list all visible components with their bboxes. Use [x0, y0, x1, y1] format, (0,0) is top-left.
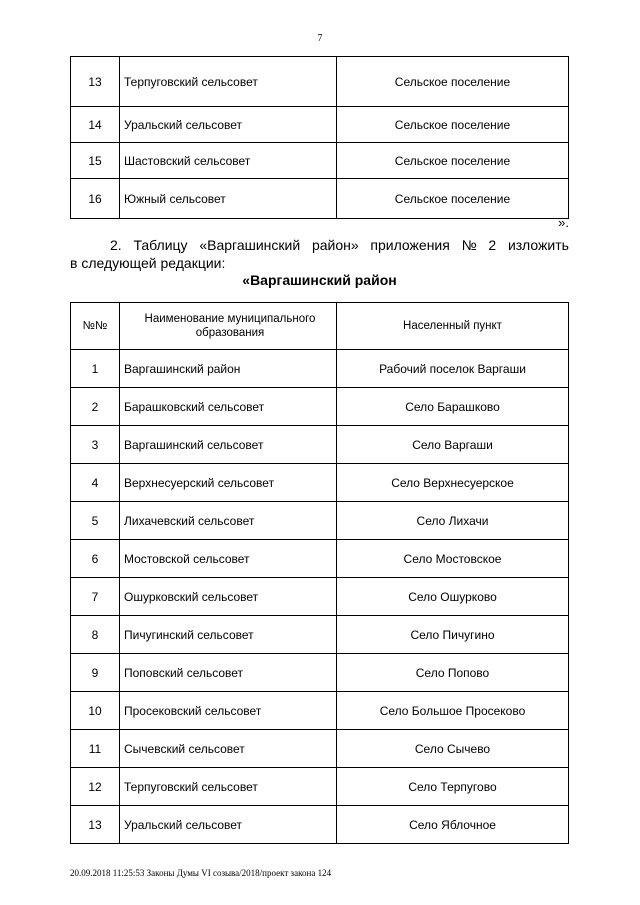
settlement-name: Село Пичугино: [337, 616, 569, 654]
table-row: [71, 388, 569, 426]
row-number: 13: [71, 806, 120, 844]
municipality-name: Мостовской сельсовет: [120, 540, 337, 578]
amendment-paragraph: [70, 236, 569, 272]
settlement-name: Село Мостовское: [337, 540, 569, 578]
row-number: 2: [71, 388, 120, 426]
paragraph-word: изложить: [507, 237, 569, 253]
municipality-name: Варгашинский район: [120, 350, 337, 388]
table-row: [71, 654, 569, 692]
municipality-name: Лихачевский сельсовет: [120, 502, 337, 540]
paragraph-word: Таблицу: [133, 237, 188, 253]
settlement-name: Село Верхнесуерское: [337, 464, 569, 502]
table-row: [71, 143, 569, 179]
settlement-name: Село Сычево: [337, 730, 569, 768]
municipality-name: Варгашинский сельсовет: [120, 426, 337, 464]
settlement-type: Сельское поселение: [337, 107, 569, 143]
row-number: 7: [71, 578, 120, 616]
settlement-type: Сельское поселение: [337, 179, 569, 219]
paragraph-word: 2: [488, 237, 497, 253]
table-row: [71, 179, 569, 219]
row-number: 9: [71, 654, 120, 692]
municipality-name: Уральский сельсовет: [120, 107, 337, 143]
settlement-type: Сельское поселение: [337, 143, 569, 179]
paragraph-line-2: в следующей редакции:: [70, 255, 226, 271]
municipality-name: Просековский сельсовет: [120, 692, 337, 730]
settlement-name: Село Лихачи: [337, 502, 569, 540]
municipality-name: Барашковский сельсовет: [120, 388, 337, 426]
paragraph-word: 2.: [110, 237, 122, 253]
municipality-name: Терпуговский сельсовет: [120, 768, 337, 806]
table-row: [71, 730, 569, 768]
row-number: 16: [71, 179, 120, 219]
settlement-name: Село Попово: [337, 654, 569, 692]
settlement-name: Село Барашково: [337, 388, 569, 426]
settlement-name: Село Варгаши: [337, 426, 569, 464]
municipality-name: Уральский сельсовет: [120, 806, 337, 844]
header-row: [71, 303, 569, 350]
row-number: 10: [71, 692, 120, 730]
table-row: [71, 57, 569, 107]
header-settlement: Населенный пункт: [337, 303, 569, 350]
row-number: 1: [71, 350, 120, 388]
table-heading: «Варгашинский район: [242, 272, 397, 288]
row-number: 11: [71, 730, 120, 768]
municipality-name: Верхнесуерский сельсовет: [120, 464, 337, 502]
row-number: 8: [71, 616, 120, 654]
row-number: 15: [71, 143, 120, 179]
paragraph-word: №: [461, 237, 477, 253]
row-number: 4: [71, 464, 120, 502]
row-number: 14: [71, 107, 120, 143]
header-name: Наименование муниципального образования: [120, 303, 337, 350]
table-row: [71, 540, 569, 578]
paragraph-word: приложения: [370, 237, 450, 253]
row-number: 13: [71, 57, 120, 107]
municipality-name: Шастовский сельсовет: [120, 143, 337, 179]
table-row: [71, 616, 569, 654]
municipality-name: Ошурковский сельсовет: [120, 578, 337, 616]
municipality-name: Терпуговский сельсовет: [120, 57, 337, 107]
main-table: [70, 302, 569, 844]
row-number: 6: [71, 540, 120, 578]
settlement-name: Село Большое Просеково: [337, 692, 569, 730]
municipality-name: Южный сельсовет: [120, 179, 337, 219]
main-table-body: [71, 350, 569, 844]
paragraph-word: район»: [311, 237, 359, 253]
table-row: [71, 426, 569, 464]
table-row: [71, 578, 569, 616]
municipality-name: Пичугинский сельсовет: [120, 616, 337, 654]
paragraph-word: «Варгашинский: [199, 237, 301, 253]
settlement-name: Село Яблочное: [337, 806, 569, 844]
paragraph-line-1: [70, 236, 569, 254]
municipality-name: Поповский сельсовет: [120, 654, 337, 692]
settlement-name: Село Ошурково: [337, 578, 569, 616]
settlement-type: Сельское поселение: [337, 57, 569, 107]
table-row: [71, 768, 569, 806]
row-number: 12: [71, 768, 120, 806]
table-row: [71, 502, 569, 540]
settlement-name: Село Терпугово: [337, 768, 569, 806]
settlement-name: Рабочий поселок Варгаши: [337, 350, 569, 388]
header-num: №№: [71, 303, 120, 350]
row-number: 5: [71, 502, 120, 540]
footer-path: 20.09.2018 11:25:53 Законы Думы VI созыва/2018/проект закона 124: [70, 868, 332, 878]
page-number: 7: [317, 33, 323, 44]
top-table: [70, 56, 569, 219]
top-table-body: [71, 57, 569, 219]
table-row: [71, 350, 569, 388]
closing-quote: ».: [558, 215, 569, 230]
table-row: [71, 464, 569, 502]
municipality-name: Сычевский сельсовет: [120, 730, 337, 768]
table-row: [71, 107, 569, 143]
table-row: [71, 806, 569, 844]
table-row: [71, 692, 569, 730]
row-number: 3: [71, 426, 120, 464]
